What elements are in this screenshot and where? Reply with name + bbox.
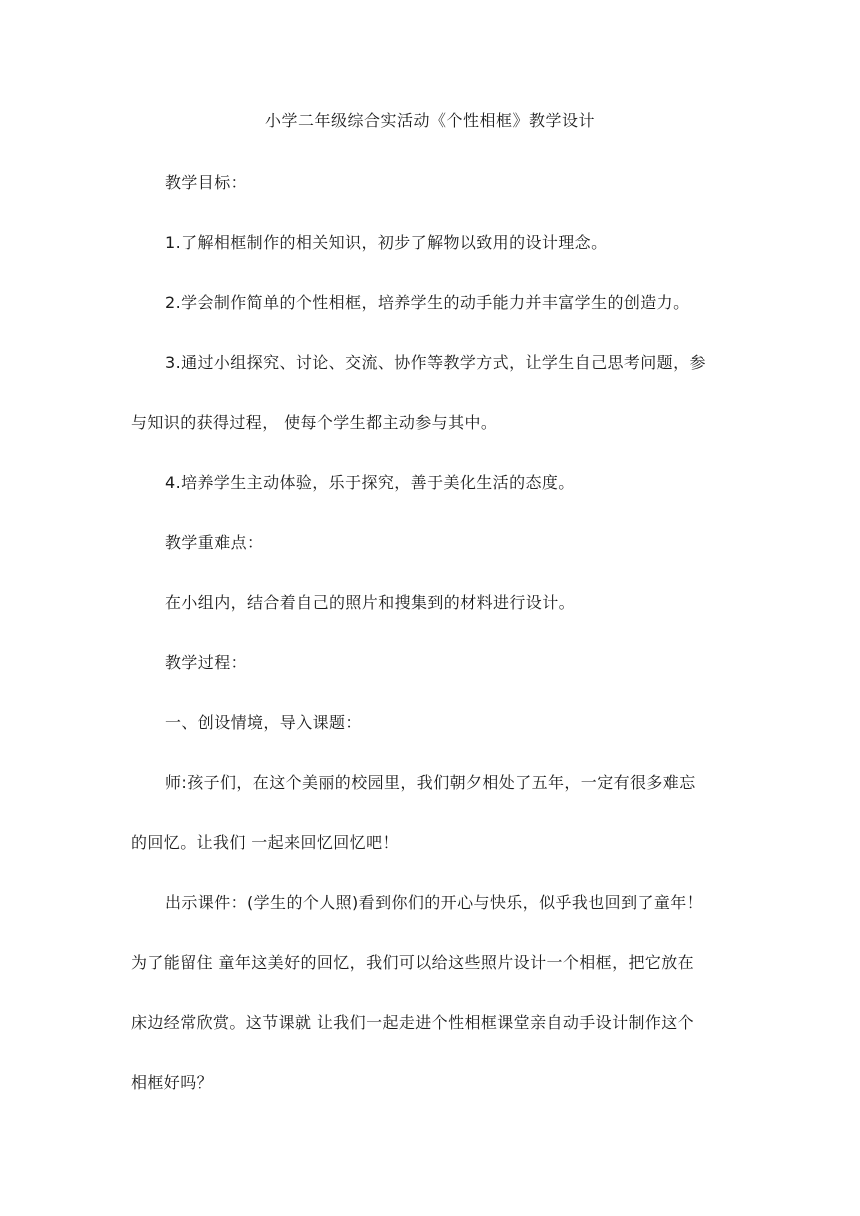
paragraph-teacher-line-1: 师:孩子们，在这个美丽的校园里，我们朝夕相处了五年，一定有很多难忘 — [165, 773, 696, 792]
paragraph-courseware-line-2: 为了能留住 童年这美好的回忆，我们可以给这些照片设计一个相框，把它放在 — [131, 953, 695, 972]
section-heading-process: 教学过程： — [165, 653, 248, 672]
process-step-1-heading: 一、创设情境，导入课题： — [165, 713, 362, 732]
paragraph-courseware-line-1: 出示课件：(学生的个人照)看到你们的开心与快乐，似乎我也回到了童年！ — [165, 893, 704, 912]
objective-item-3: 3.通过小组探究、讨论、交流、协作等教学方式，让学生自己思考问题，参 — [165, 353, 706, 372]
paragraph-teacher-line-2: 的回忆。让我们 一起来回忆回忆吧！ — [131, 833, 399, 852]
section-heading-objectives: 教学目标： — [165, 173, 248, 192]
document-title: 小学二年级综合实活动《个性相框》教学设计 — [264, 111, 595, 130]
objective-item-2: 2.学会制作简单的个性相框，培养学生的动手能力并丰富学生的创造力。 — [165, 293, 690, 312]
paragraph-courseware-line-3: 床边经常欣赏。这节课就 让我们一起走进个性相框课堂亲自动手设计制作这个 — [131, 1013, 695, 1032]
objective-item-4: 4.培养学生主动体验，乐于探究，善于美化生活的态度。 — [165, 473, 575, 492]
paragraph-courseware-line-4: 相框好吗？ — [131, 1073, 214, 1092]
section-heading-key-points: 教学重难点： — [165, 533, 264, 552]
key-points-text: 在小组内，结合着自己的照片和搜集到的材料进行设计。 — [165, 593, 576, 612]
objective-item-1: 1.了解相框制作的相关知识，初步了解物以致用的设计理念。 — [165, 233, 608, 252]
objective-item-3-continued: 与知识的获得过程， 使每个学生都主动参与其中。 — [131, 413, 498, 432]
